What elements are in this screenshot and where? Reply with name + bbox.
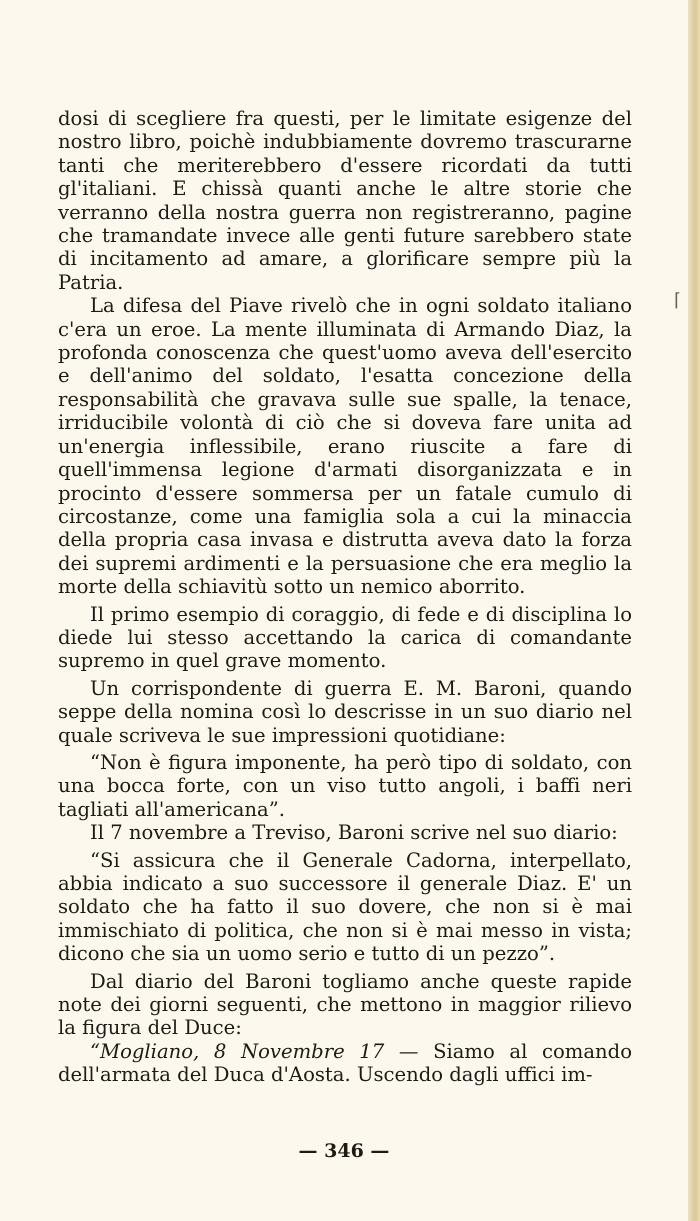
margin-mark: ⌈ [674, 290, 682, 311]
diary-entry-text: — Siamo al comando dell'armata del Duca d'Aosta. Uscendo dagli uffici im- [58, 1039, 632, 1087]
paragraph-4: Un corrispondente di guerra E. M. Baroni, quando seppe della nomina così lo descrisse in un suo diario nel quale scriveva le sue impressioni quotidiane: [58, 676, 632, 747]
paragraph-5-quote: “Non è figura imponente, ha però tipo di soldato, con una bocca forte, con un viso tutto angoli, i baffi neri tagliati all'americana”. [58, 750, 632, 821]
paragraph-7-quote: “Si assicura che il Generale Cadorna, interpellato, abbia indicato a suo successore il generale Diaz. E' un soldato che ha fatto il suo dovere, che non si è mai immischiato di politica, che non si è mai messo in vista; dicono che sia un uomo serio e tutto di un pezzo”. [58, 848, 632, 966]
diary-date-heading: “Mogliano, 8 Novembre 17 [90, 1039, 385, 1063]
page-edge [688, 0, 700, 1221]
paragraph-9 [58, 1040, 632, 1087]
paragraph-6: Il 7 novembre a Treviso, Baroni scrive nel suo diario: [90, 821, 618, 845]
paragraph-2: La difesa del Piave rivelò che in ogni soldato italiano c'era un eroe. La mente illuminata di Armando Diaz, la profonda conoscenza che quest'uomo aveva dell'esercito e dell'animo del soldato, l'esatta concezione della responsabilità che gravava sulle sue spalle, la tenace, irriducibile volontà di ciò che si doveva fare unita ad un'energia inflessibile, erano riuscite a fare di quell'immensa legione d'armati disorganizzata e in procinto d'essere sommersa per un fatale cumulo di circostanze, come una famiglia sola a cui la minaccia della propria casa invasa e distrutta aveva dato la forza dei supremi ardimenti e la persuasione che era meglio la morte della schiavitù sotto un nemico aborrito. [58, 294, 632, 599]
page-number: — 346 — [298, 1140, 390, 1162]
paragraph-3: Il primo esempio di coraggio, di fede e di disciplina lo diede lui stesso accettando la carica di comandante supremo in quel grave momento. [58, 602, 632, 673]
body-text [58, 107, 632, 1087]
paragraph-1: dosi di scegliere fra questi, per le limitate esigenze del nostro libro, poichè indubbiamente dovremo trascurarne tanti che meriterebbero d'essere ricordati da tutti gl'italiani. E chissà quanti anche le altre storie che verranno della nostra guerra non registreranno, pagine che tramandate invece alle genti future sarebbero state di incitamento ad amare, a glorificare sempre più la Patria. [58, 107, 632, 294]
paragraph-8: Dal diario del Baroni togliamo anche queste rapide note dei giorni seguenti, che mettono in maggior rilievo la figura del Duce: [58, 969, 632, 1040]
